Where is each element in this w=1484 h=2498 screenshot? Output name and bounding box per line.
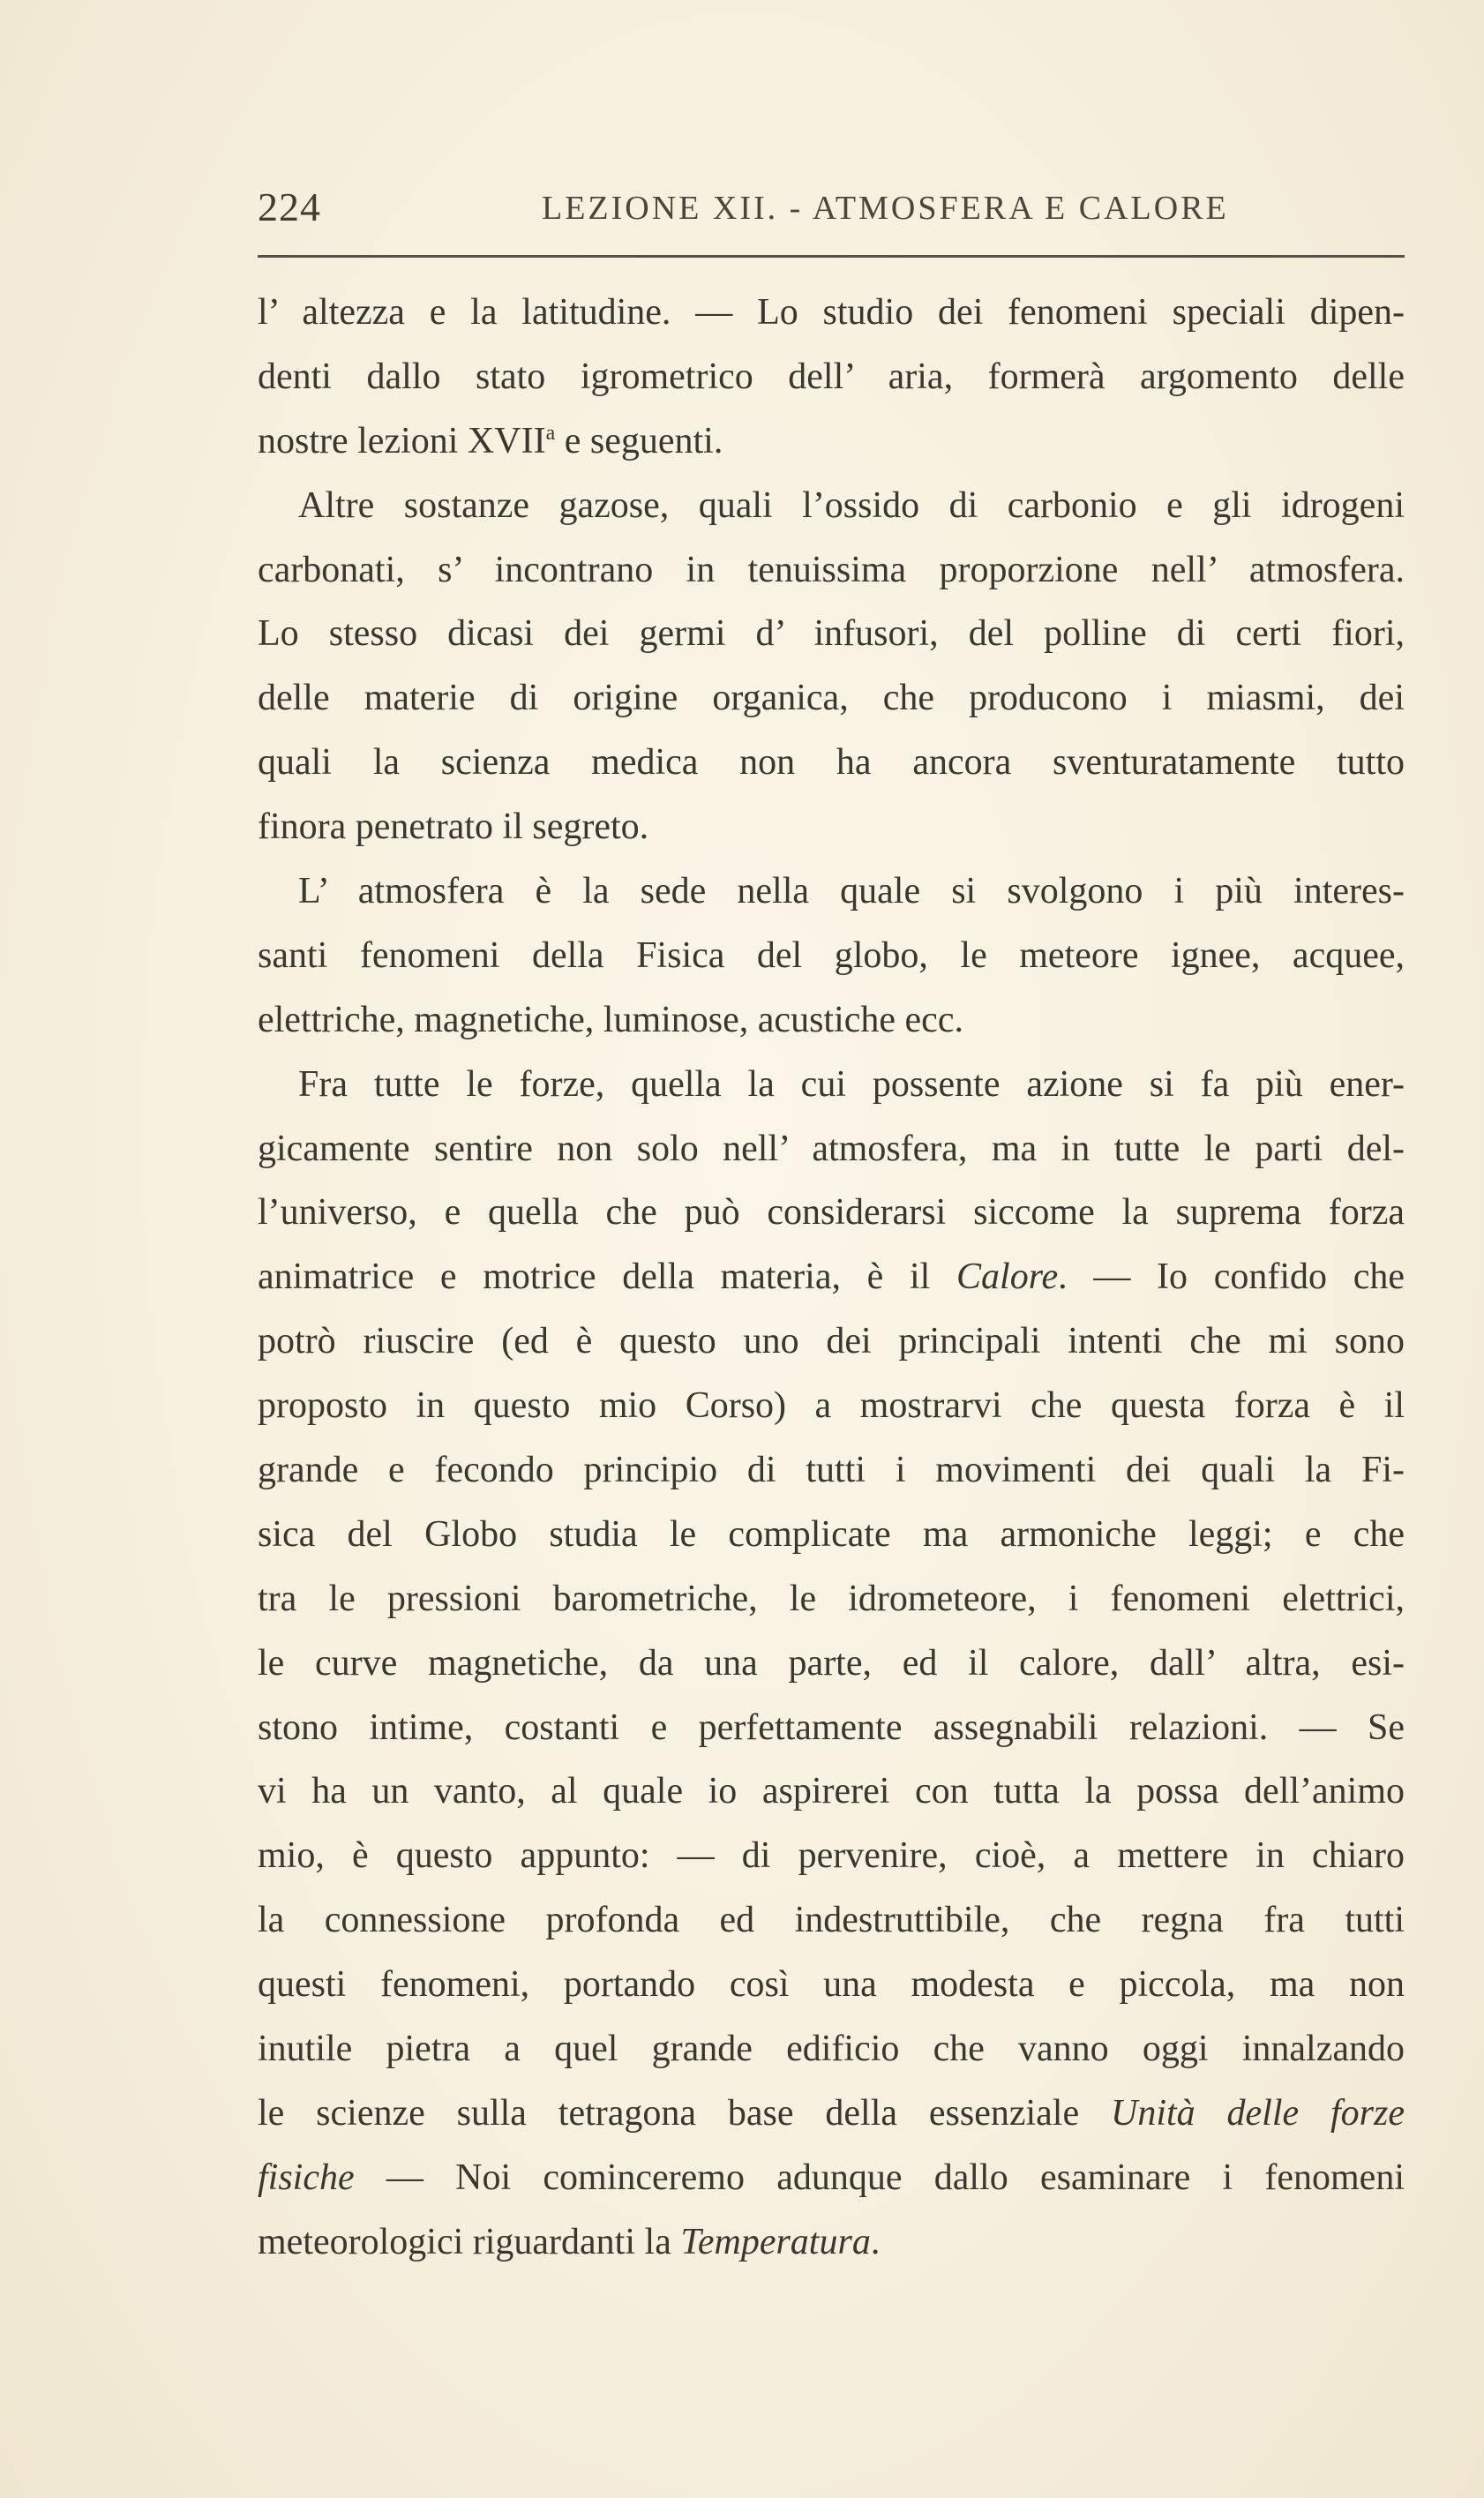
text-line	[258, 1888, 1405, 1953]
line-text: grande e fecondo principio di tutti i movimenti dei quali la Fi-	[258, 1450, 1405, 1491]
line-text: l’ altezza e la latitudine. — Lo studio dei fenomeni speciali dipen-	[258, 292, 1405, 333]
body-text	[258, 281, 1405, 2275]
text-line	[258, 345, 1405, 409]
text-line	[258, 2017, 1405, 2082]
page-number: 224	[258, 184, 321, 229]
line-text: inutile pietra a quel grande edificio che vanno oggi innalzando	[258, 2029, 1405, 2070]
line-text: l’universo, e quella che può considerarsi siccome la suprema forza	[258, 1192, 1405, 1234]
line-text: gicamente sentire non solo nell’ atmosfera, ma in tutte le parti del-	[258, 1128, 1405, 1169]
text-line	[258, 795, 1405, 859]
line-text: — Noi cominceremo adunque dallo esaminare i fenomeni	[354, 2157, 1405, 2198]
text-line	[258, 1374, 1405, 1438]
text-line	[258, 1696, 1405, 1760]
italic-term: fisiche	[258, 2157, 355, 2198]
text-line	[258, 1503, 1405, 1567]
line-text: L’ atmosfera è la sede nella quale si svolgono i più interes-	[298, 871, 1405, 912]
line-text: delle materie di origine organica, che producono i miasmi, dei	[258, 678, 1405, 719]
text-line	[258, 281, 1405, 345]
text-line	[258, 1181, 1405, 1245]
line-text: quali la scienza medica non ha ancora sventuratamente tutto	[258, 742, 1405, 784]
text-line	[258, 474, 1405, 538]
line-text: denti dallo stato igrometrico dell’ aria, formerà argomento delle	[258, 356, 1405, 397]
text-line	[258, 2210, 1405, 2275]
text-line	[258, 1953, 1405, 2017]
line-text: questi fenomeni, portando così una modesta e piccola, ma non	[258, 1964, 1405, 2006]
line-text: elettriche, magnetiche, luminose, acustiche ecc.	[258, 999, 963, 1040]
text-line	[258, 538, 1405, 603]
line-text: animatrice e motrice della materia, è il	[258, 1257, 957, 1298]
line-text: stono intime, costanti e perfettamente assegnabili relazioni. — Se	[258, 1707, 1405, 1748]
line-text: la connessione profonda ed indestruttibile, che regna fra tutti	[258, 1900, 1405, 1941]
header-rule	[258, 255, 1405, 258]
text-line	[258, 1053, 1405, 1117]
line-text: carbonati, s’ incontrano in tenuissima proporzione nell’ atmosfera.	[258, 549, 1405, 590]
line-text: mio, è questo appunto: — di pervenire, cioè, a mettere in chiaro	[258, 1835, 1405, 1877]
text-line	[258, 2146, 1405, 2210]
line-text: . — Io confido che	[1058, 1257, 1405, 1298]
line-text: vi ha un vanto, al quale io aspirerei con tutta la possa dell’animo	[258, 1771, 1405, 1812]
text-line	[258, 924, 1405, 988]
text-line	[258, 1759, 1405, 1824]
line-text: potrò riuscire (ed è questo uno dei principali intenti che mi sono	[258, 1321, 1405, 1362]
text-line	[258, 1117, 1405, 1181]
line-text: le curve magnetiche, da una parte, ed il calore, dall’ altra, esi-	[258, 1642, 1405, 1684]
line-text: Altre sostanze gazose, quali l’ossido di carbonio e gli idrogeni	[298, 484, 1405, 526]
line-text: le scienze sulla tetragona base della essenziale	[258, 2092, 1111, 2134]
text-line	[258, 1567, 1405, 1632]
italic-term: Unità delle forze	[1110, 2092, 1405, 2134]
line-text: proposto in questo mio Corso) a mostrarvi che questa forza è il	[258, 1385, 1405, 1427]
superscript: a	[545, 421, 556, 445]
line-text: finora penetrato il segreto.	[258, 806, 649, 848]
text-line	[258, 666, 1405, 731]
text-line	[258, 409, 1405, 474]
text-line	[258, 1632, 1405, 1696]
text-line	[258, 988, 1405, 1053]
line-text: sica del Globo studia le complicate ma armoniche leggi; e che	[258, 1513, 1405, 1555]
italic-term: Temperatura	[680, 2221, 871, 2262]
text-line	[258, 731, 1405, 795]
line-text: nostre lezioni XVII	[258, 420, 546, 461]
text-line	[258, 859, 1405, 924]
line-text: .	[870, 2221, 881, 2262]
line-text: tra le pressioni barometriche, le idrometeore, i fenomeni elettrici,	[258, 1578, 1405, 1619]
running-header	[258, 184, 1405, 236]
text-line	[258, 2082, 1405, 2146]
text-line	[258, 1824, 1405, 1888]
line-text: Fra tutte le forze, quella la cui possente azione si fa più ener-	[298, 1063, 1405, 1105]
chapter-title: LEZIONE XII. - ATMOSFERA E CALORE	[542, 190, 1229, 227]
line-text: santi fenomeni della Fisica del globo, le meteore ignee, acquee,	[258, 934, 1405, 976]
italic-term: Calore	[956, 1257, 1059, 1298]
line-text: meteorologici riguardanti la	[258, 2221, 681, 2262]
text-line	[258, 1438, 1405, 1503]
text-line	[258, 1245, 1405, 1309]
text-line	[258, 602, 1405, 666]
text-line	[258, 1309, 1405, 1374]
line-text: e seguenti.	[555, 420, 723, 461]
line-text: Lo stesso dicasi dei germi d’ infusori, del polline di certi fiori,	[258, 613, 1405, 655]
